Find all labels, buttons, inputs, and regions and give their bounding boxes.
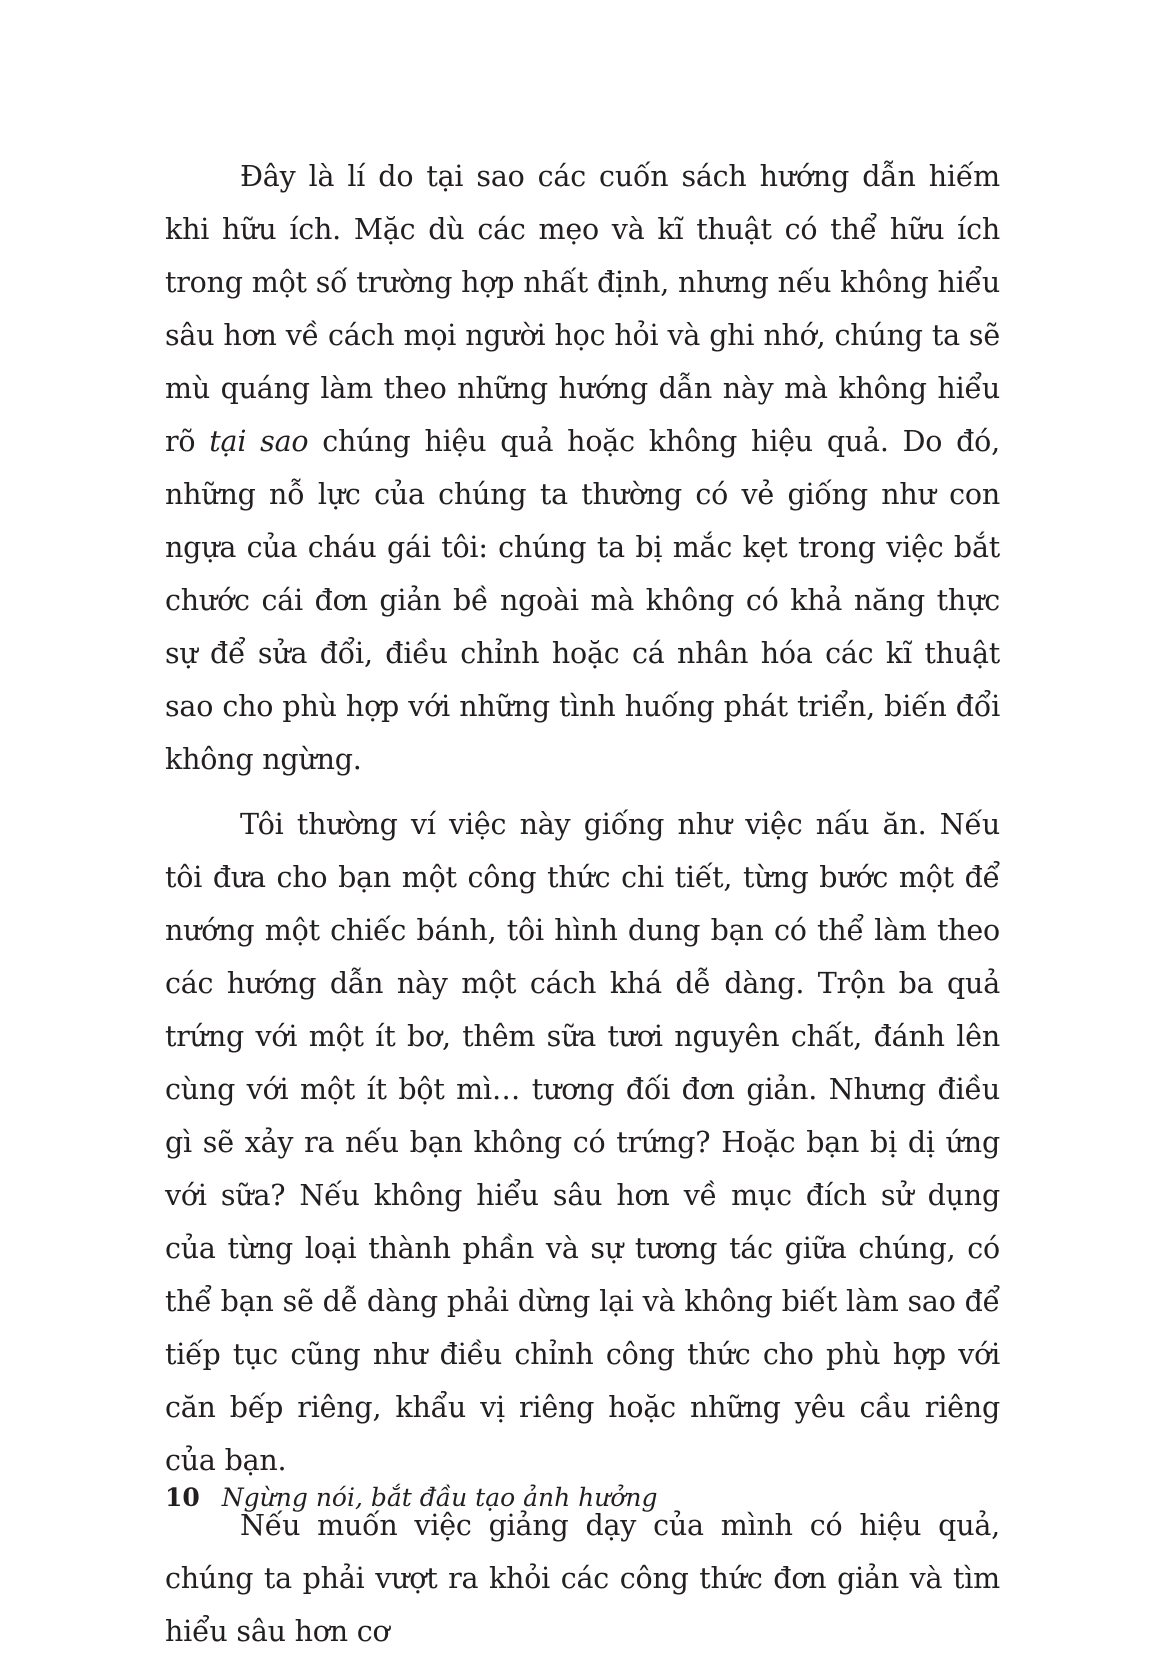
paragraph-3: Nếu muốn việc giảng dạy của mình có hiệu quả, chúng ta phải vượt ra khỏi các công thức đơn giản và tìm hiểu sâu hơn cơ bbox=[165, 1509, 1000, 1648]
paragraph-1 bbox=[165, 150, 1000, 786]
book-title: Ngừng nói, bắt đầu tạo ảnh hưởng bbox=[221, 1483, 658, 1512]
page-footer bbox=[165, 1478, 658, 1518]
page-number: 10 bbox=[165, 1483, 200, 1512]
paragraph-2: Tôi thường ví việc này giống như việc nấu ăn. Nếu tôi đưa cho bạn một công thức chi tiết, từng bước một để nướng một chiếc bánh, tôi hình dung bạn có thể làm theo các hướng dẫn này một cách khá dễ dàng. Trộn ba quả trứng với một ít bơ, thêm sữa tươi nguyên chất, đánh lên cùng với một ít bột mì… tương đối đơn giản. Nhưng điều gì sẽ xảy ra nếu bạn không có trứng? Hoặc bạn bị dị ứng với sữa? Nếu không hiểu sâu hơn về mục đích sử dụng của từng loại thành phần và sự tương tác giữa chúng, có thể bạn sẽ dễ dàng phải dừng lại và không biết làm sao để tiếp tục cũng như điều chỉnh công thức cho phù hợp với căn bếp riêng, khẩu vị riêng hoặc những yêu cầu riêng của bạn. bbox=[165, 808, 1000, 1477]
paragraph-1-emphasis: tại sao bbox=[209, 425, 309, 458]
paragraph-1-text-after: chúng hiệu quả hoặc không hiệu quả. Do đó, những nỗ lực của chúng ta thường có vẻ giống như con ngựa của cháu gái tôi: chúng ta bị mắc kẹt trong việc bắt chước cái đơn giản bề ngoài mà không có khả năng thực sự để sửa đổi, điều chỉnh hoặc cá nhân hóa các kĩ thuật sao cho phù hợp với những tình huống phát triển, biến đổi không ngừng. bbox=[165, 425, 1000, 776]
book-page-body bbox=[165, 150, 1000, 1670]
paragraph-1-text-before: Đây là lí do tại sao các cuốn sách hướng dẫn hiếm khi hữu ích. Mặc dù các mẹo và kĩ thuật có thể hữu ích trong một số trường hợp nhất định, nhưng nếu không hiểu sâu hơn về cách mọi người học hỏi và ghi nhớ, chúng ta sẽ mù quáng làm theo những hướng dẫn này mà không hiểu rõ bbox=[165, 160, 1000, 458]
